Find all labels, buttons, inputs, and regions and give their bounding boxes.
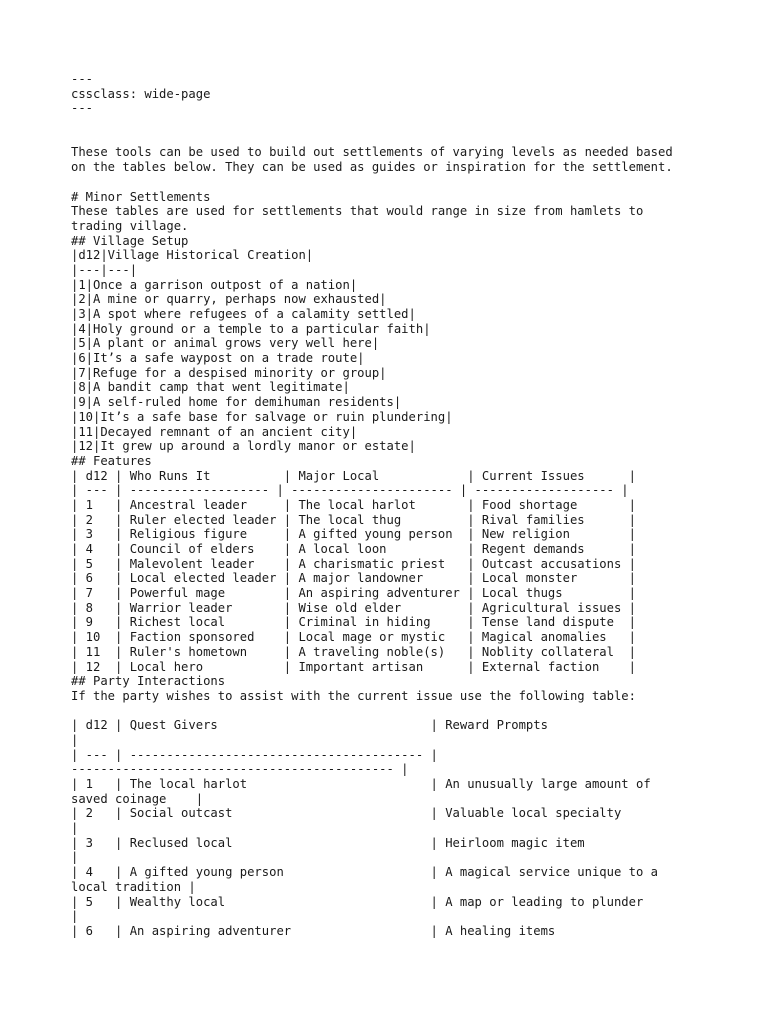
village-table-row: |9|A self-ruled home for demihuman residents| <box>71 395 402 410</box>
quest-table-row: | 5 | Wealthy local | A map or leading to plunder <box>71 894 644 909</box>
features-table-row: | 9 | Richest local | Criminal in hiding | Tense land dispute | <box>71 615 636 630</box>
features-table-row: | 12 | Local hero | Important artisan | External faction | <box>71 659 636 674</box>
blank-line <box>71 704 761 719</box>
features-table-header: | d12 | Who Runs It | Major Local | Current Issues | <box>71 468 636 483</box>
village-table-row: |1|Once a garrison outpost of a nation| <box>71 277 358 292</box>
features-table-row: | 1 | Ancestral leader | The local harlot | Food shortage | <box>71 497 636 512</box>
features-table-row: | 4 | Council of elders | A local loon | Regent demands | <box>71 542 636 556</box>
quest-table-row: | 1 | The local harlot | An unusually large amount of <box>71 777 651 791</box>
quest-table-row-wrap: saved coinage | <box>71 791 204 806</box>
features-table-row: | 6 | Local elected leader | A major landowner | Local monster | <box>71 571 636 586</box>
village-table-row: |11|Decayed remnant of an ancient city| <box>71 424 358 439</box>
minor-settlements-description: trading village. <box>71 218 189 233</box>
village-table-row: |4|Holy ground or a temple to a particular faith| <box>71 321 431 336</box>
village-table-row: |7|Refuge for a despised minority or group| <box>71 365 387 380</box>
quest-table-row: | 4 | A gifted young person | A magical service unique to a <box>71 865 658 880</box>
village-table-row: |12|It grew up around a lordly manor or estate| <box>71 439 416 454</box>
quest-table-separator-wrap: -------------------------------------------- | <box>71 762 409 777</box>
village-table-header: |d12|Village Historical Creation| <box>71 248 314 263</box>
heading-minor-settlements: # Minor Settlements <box>71 189 211 204</box>
quest-table-row: | 2 | Social outcast | Valuable local specialty <box>71 806 622 821</box>
features-table-row: | 5 | Malevolent leader | A charismatic priest | Outcast accusations | <box>71 556 636 571</box>
minor-settlements-description: These tables are used for settlements that would range in size from hamlets to <box>71 204 644 219</box>
party-interactions-description: If the party wishes to assist with the current issue use the following table: <box>71 688 636 703</box>
village-table-row: |10|It’s a safe base for salvage or ruin plundering| <box>71 409 453 424</box>
blank-line <box>71 131 761 146</box>
intro-paragraph-line: These tools can be used to build out settlements of varying levels as needed based <box>71 145 673 160</box>
features-table-row: | 8 | Warrior leader | Wise old elder | Agricultural issues | <box>71 600 636 615</box>
features-table-row: | 3 | Religious figure | A gifted young person | New religion | <box>71 527 636 542</box>
quest-table-row-wrap: local tradition | <box>71 879 196 894</box>
features-table-row: | 2 | Ruler elected leader | The local thug | Rival families | <box>71 512 636 527</box>
village-table-row: |5|A plant or animal grows very well here| <box>71 336 380 351</box>
quest-table-row-wrap: | <box>71 909 79 924</box>
frontmatter-delimiter: --- <box>71 101 94 116</box>
intro-paragraph-line: on the tables below. They can be used as guides or inspiration for the settlement. <box>71 160 673 175</box>
blank-line <box>71 116 761 131</box>
features-table-separator: | --- | ------------------- | ---------------------- | ------------------- | <box>71 483 629 498</box>
markdown-document <box>71 72 761 939</box>
village-table-row: |2|A mine or quarry, perhaps now exhausted| <box>71 292 387 307</box>
village-table-row: |8|A bandit camp that went legitimate| <box>71 380 350 395</box>
quest-table-row-wrap: | <box>71 850 79 865</box>
heading-party-interactions: ## Party Interactions <box>71 674 226 689</box>
quest-table-header-wrap: | <box>71 732 79 747</box>
quest-table-row: | 3 | Reclused local | Heirloom magic item <box>71 835 585 850</box>
features-table-row: | 11 | Ruler's hometown | A traveling noble(s) | Noblity collateral | <box>71 644 636 659</box>
heading-features: ## Features <box>71 453 152 468</box>
village-table-row: |3|A spot where refugees of a calamity settled| <box>71 307 416 321</box>
village-table-row: |6|It’s a safe waypost on a trade route| <box>71 351 365 366</box>
quest-table-separator: | --- | ---------------------------------------- | <box>71 747 438 762</box>
blank-line <box>71 175 761 190</box>
frontmatter-delimiter: --- <box>71 72 94 86</box>
frontmatter-cssclass: cssclass: wide-page <box>71 86 211 101</box>
quest-table-header: | d12 | Quest Givers | Reward Prompts <box>71 718 548 733</box>
quest-table-row-wrap: | <box>71 821 79 836</box>
features-table-row: | 7 | Powerful mage | An aspiring adventurer | Local thugs | <box>71 586 636 601</box>
village-table-separator: |---|---| <box>71 262 138 277</box>
quest-table-row: | 6 | An aspiring adventurer | A healing items <box>71 923 556 938</box>
features-table-row: | 10 | Faction sponsored | Local mage or mystic | Magical anomalies | <box>71 630 636 645</box>
heading-village-setup: ## Village Setup <box>71 233 189 248</box>
